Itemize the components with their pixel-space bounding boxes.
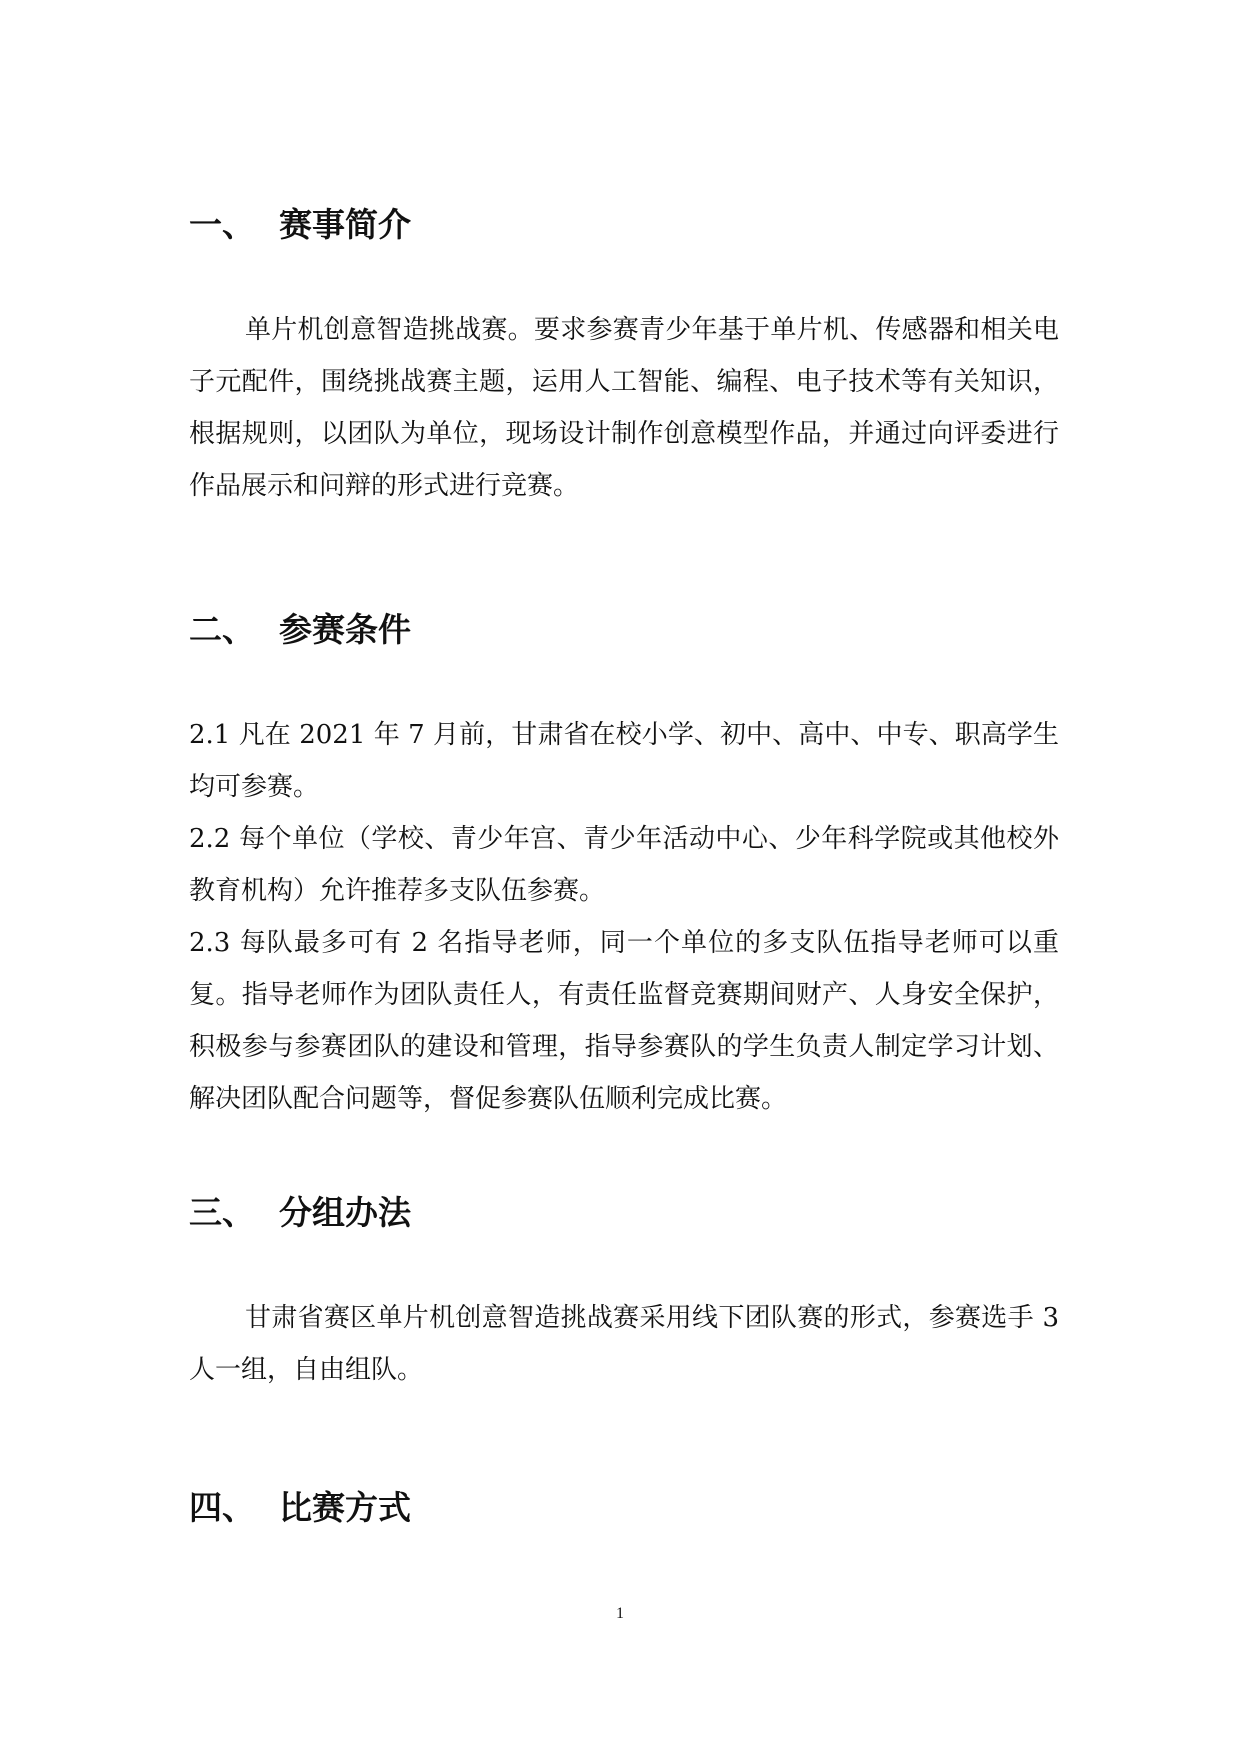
paragraph: 甘肃省赛区单片机创意智造挑战赛采用线下团队赛的形式，参赛选手 3 人一组，自由组队。 [189, 1303, 1059, 1385]
section-number: 四、 [189, 1488, 255, 1527]
section-title: 赛事简介 [279, 205, 411, 244]
section-body-3 [189, 1292, 1059, 1396]
section-heading-4 [189, 1488, 411, 1528]
section-body-1 [189, 304, 1059, 512]
page-number: 1 [616, 1605, 624, 1622]
paragraph: 2.1 凡在 2021 年 7 月前，甘肃省在校小学、初中、高中、中专、职高学生均可参赛。 [189, 720, 1059, 802]
paragraph: 单片机创意智造挑战赛。要求参赛青少年基于单片机、传感器和相关电子元配件，围绕挑战赛主题，运用人工智能、编程、电子技术等有关知识，根据规则，以团队为单位，现场设计制作创意模型作品，并通过向评委进行作品展示和问辩的形式进行竞赛。 [189, 315, 1059, 501]
section-heading-1 [189, 205, 411, 245]
section-title: 比赛方式 [279, 1488, 411, 1527]
section-heading-2 [189, 610, 411, 650]
section-body-2 [189, 709, 1059, 1125]
section-number: 二、 [189, 610, 255, 649]
section-number: 三、 [189, 1193, 255, 1232]
section-heading-3 [189, 1193, 411, 1233]
section-title: 参赛条件 [279, 610, 411, 649]
paragraph: 2.3 每队最多可有 2 名指导老师，同一个单位的多支队伍指导老师可以重复。指导老师作为团队责任人，有责任监督竞赛期间财产、人身安全保护，积极参与参赛团队的建设和管理，指导参赛队的学生负责人制定学习计划、解决团队配合问题等，督促参赛队伍顺利完成比赛。 [189, 928, 1059, 1114]
section-number: 一、 [189, 205, 255, 244]
section-title: 分组办法 [279, 1193, 411, 1232]
paragraph: 2.2 每个单位（学校、青少年宫、青少年活动中心、少年科学院或其他校外教育机构）允许推荐多支队伍参赛。 [189, 824, 1059, 906]
